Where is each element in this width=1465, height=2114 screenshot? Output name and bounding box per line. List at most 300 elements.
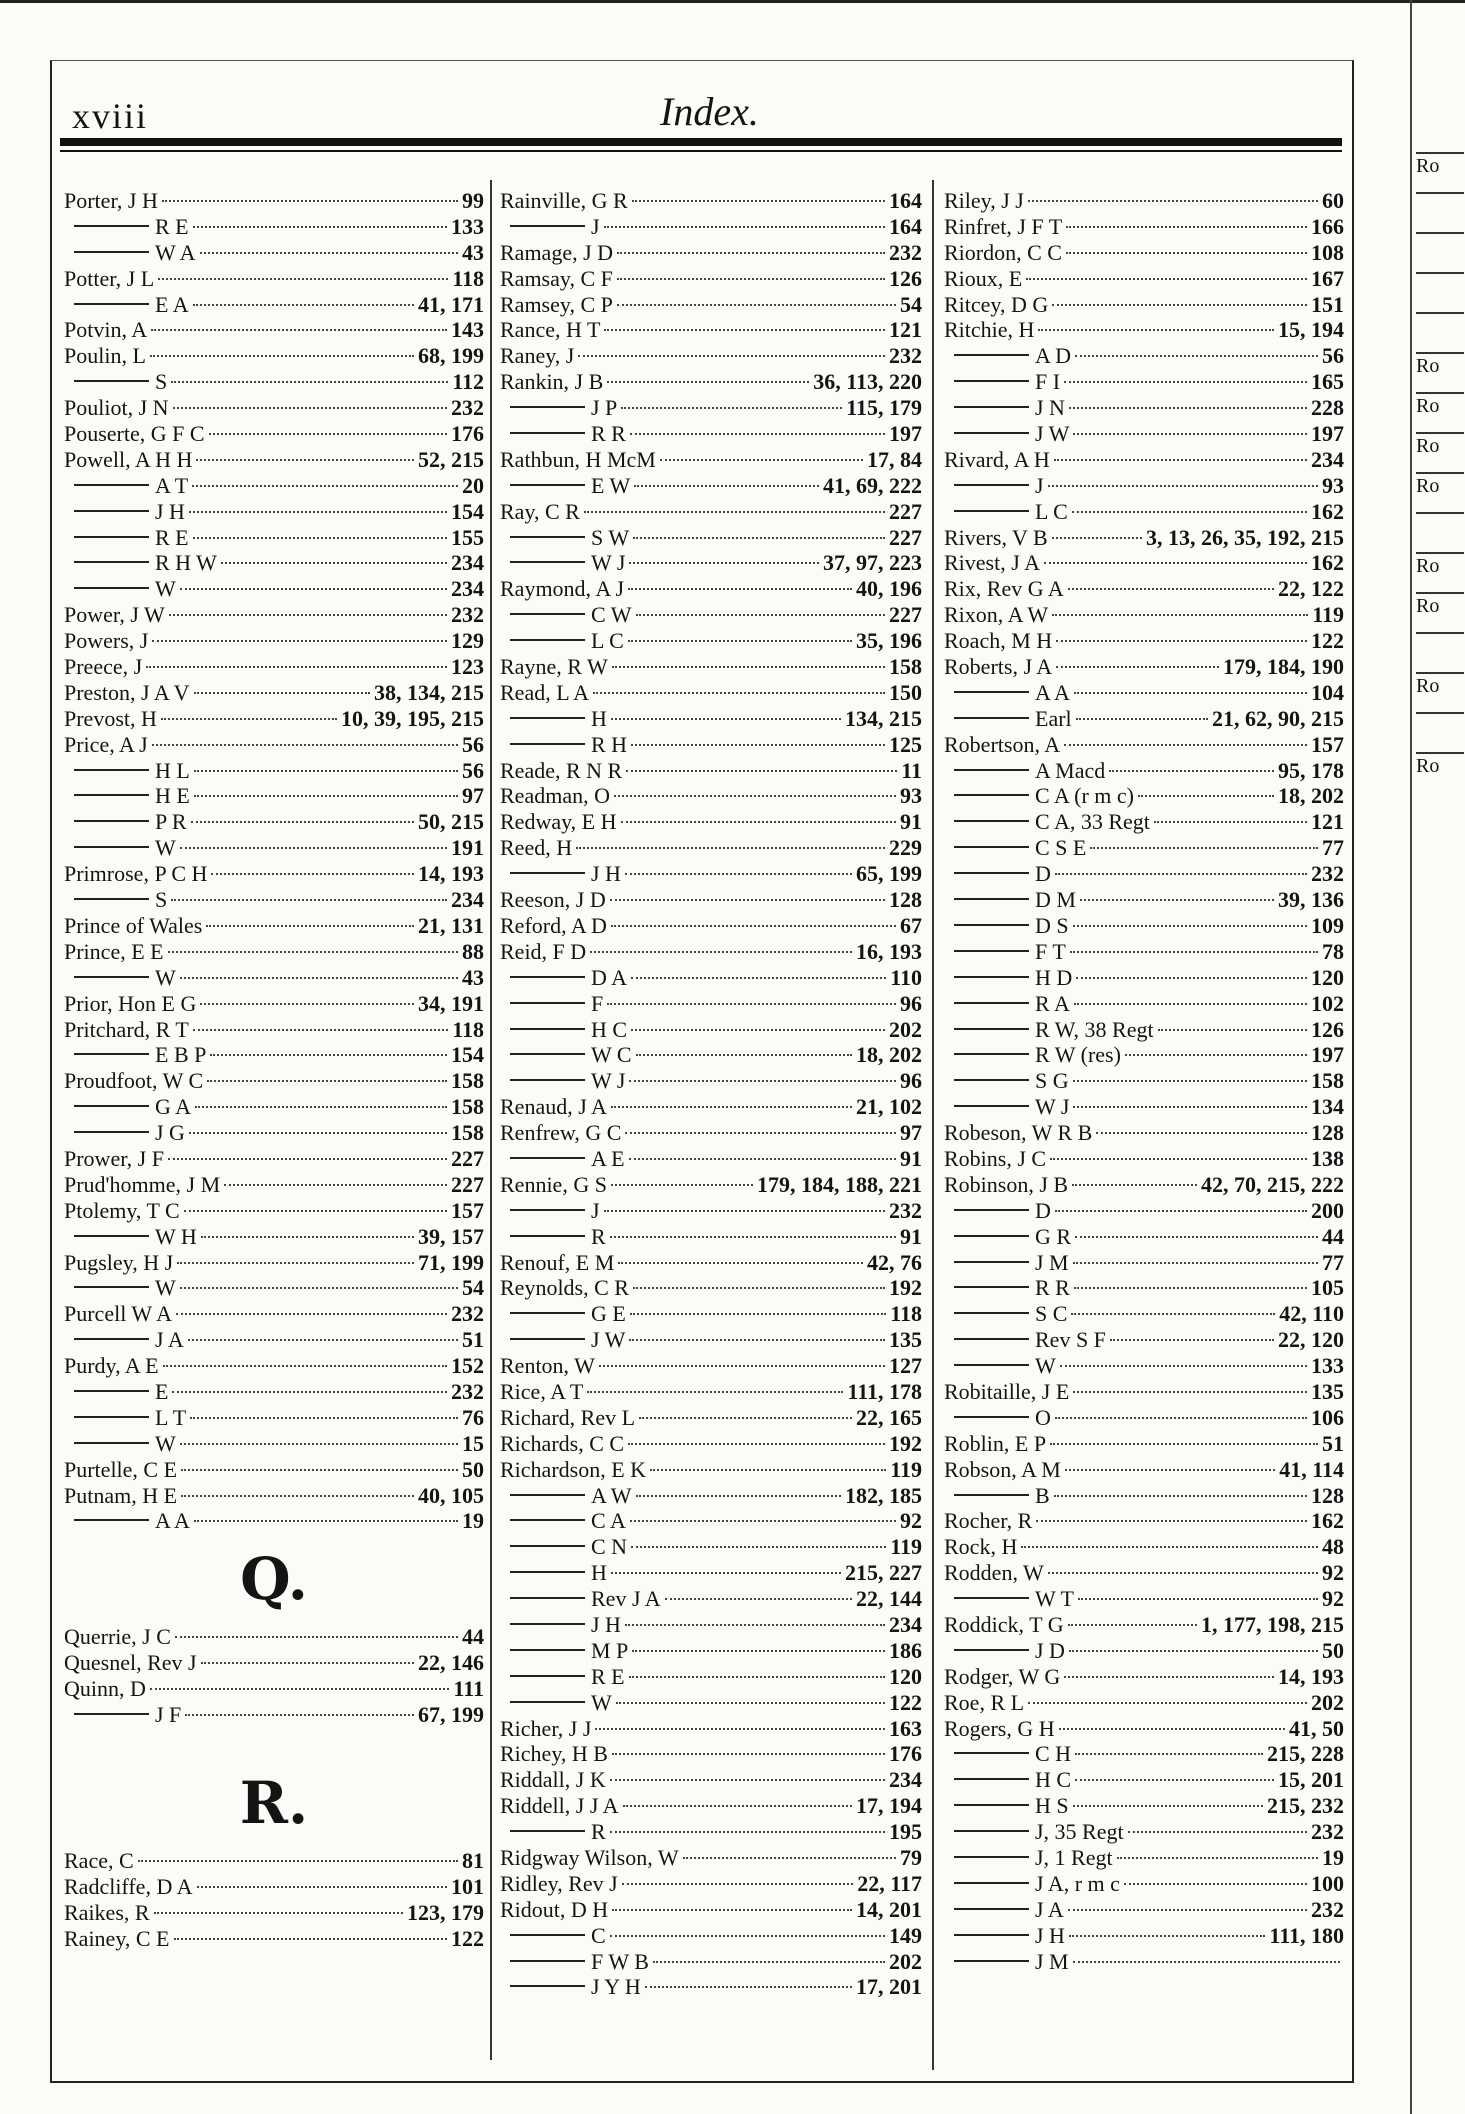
entry-name: Potvin, A [64, 317, 148, 343]
index-entry [944, 783, 1344, 809]
ditto-dash [954, 1079, 1029, 1081]
ditto-dash [954, 924, 1029, 926]
index-entry [64, 809, 484, 835]
entry-pages: 128 [1311, 1120, 1344, 1146]
top-rule [0, 0, 1465, 3]
entry-name: J F [155, 1701, 182, 1727]
ditto-dash [954, 1494, 1029, 1496]
dot-leader [206, 925, 414, 927]
index-entry [500, 1275, 922, 1301]
entry-pages: 17, 84 [867, 446, 922, 472]
entry-name: Rankin, J B [500, 369, 604, 395]
entry-pages: 105 [1311, 1275, 1344, 1301]
dot-leader [207, 1080, 447, 1082]
index-entry [500, 1923, 922, 1949]
entry-pages: 93 [1322, 472, 1344, 498]
entry-name: Reid, F D [500, 938, 587, 964]
edge-fragment: Ro [1416, 432, 1464, 460]
index-entry [944, 1586, 1344, 1612]
index-entry [944, 861, 1344, 887]
entry-pages: 192 [889, 1430, 922, 1456]
entry-name: W [155, 1430, 176, 1456]
ditto-dash [510, 1830, 585, 1832]
dot-leader [1052, 537, 1142, 539]
entry-pages: 232 [1311, 861, 1344, 887]
entry-name: Rice, A T [500, 1378, 584, 1404]
index-entry [64, 499, 484, 525]
entry-name: W [155, 835, 176, 861]
dot-leader [168, 951, 458, 953]
entry-name: Ramsay, C F [500, 265, 613, 291]
entry-pages: 14, 201 [856, 1896, 922, 1922]
index-entry [64, 395, 484, 421]
entries-p [64, 188, 484, 1534]
ditto-dash [74, 769, 149, 771]
entry-name: Prower, J F [64, 1145, 164, 1171]
index-entry [944, 188, 1344, 214]
dot-leader [150, 355, 414, 357]
entry-name: J, 1 Regt [1035, 1845, 1113, 1870]
entry-name: D A [591, 964, 628, 990]
index-entry [64, 758, 484, 784]
entry-name: Race, C [64, 1847, 134, 1873]
entry-pages: 227 [889, 524, 922, 550]
index-entry [500, 317, 922, 343]
ditto-dash [510, 484, 585, 486]
index-entry [944, 1457, 1344, 1483]
entry-pages: 67, 199 [418, 1701, 484, 1727]
ditto-dash [954, 1960, 1029, 1962]
entry-name: A D [1035, 343, 1072, 369]
ditto-dash [510, 1623, 585, 1625]
entry-pages: 22, 146 [418, 1650, 484, 1676]
index-entry [64, 343, 484, 369]
ditto-dash [954, 1028, 1029, 1030]
dot-leader [1056, 640, 1307, 642]
dot-leader [1078, 1598, 1318, 1600]
dot-leader [604, 1210, 885, 1212]
dot-leader [1055, 873, 1307, 875]
entry-pages: 43 [462, 964, 484, 990]
index-entry [944, 1146, 1344, 1172]
entry-name: F I [1035, 369, 1061, 395]
dot-leader [629, 1339, 885, 1341]
dot-leader [1073, 1805, 1263, 1807]
entry-name: Richer, J J [500, 1715, 592, 1741]
index-entry [500, 576, 922, 602]
ditto-dash [954, 1752, 1029, 1754]
entry-pages: 41, 171 [418, 291, 484, 317]
entry-pages: 234 [889, 1767, 922, 1793]
entry-pages: 92 [900, 1508, 922, 1534]
ditto-dash [74, 484, 149, 486]
dot-leader [593, 692, 885, 694]
dot-leader [1117, 1857, 1318, 1859]
entry-name: Prince of Wales [64, 912, 203, 938]
entry-name: J H [155, 498, 185, 524]
entry-pages: 104 [1311, 679, 1344, 705]
entry-pages: 97 [900, 1120, 922, 1146]
entry-name: Preece, J [64, 654, 143, 680]
edge-fragment: Ro [1416, 752, 1464, 780]
entry-name: Roddick, T G [944, 1611, 1064, 1637]
dot-leader [595, 1728, 885, 1730]
entry-name: J P [591, 395, 618, 421]
dot-leader [181, 1469, 458, 1471]
ditto-dash [954, 1908, 1029, 1910]
dot-leader [584, 511, 885, 513]
dot-leader [193, 1029, 448, 1031]
dot-leader [1065, 1469, 1275, 1471]
dot-leader [617, 252, 885, 254]
dot-leader [191, 821, 414, 823]
entry-name: G A [155, 1094, 192, 1120]
entry-name: J [1035, 472, 1044, 498]
dot-leader [611, 718, 841, 720]
dot-leader [1073, 1391, 1307, 1393]
dot-leader [1076, 718, 1208, 720]
dot-leader [193, 537, 447, 539]
entry-pages: 158 [451, 1068, 484, 1094]
entry-pages: 56 [462, 731, 484, 757]
index-entry [944, 1741, 1344, 1767]
dot-leader [221, 562, 447, 564]
entry-name: H L [155, 757, 190, 783]
entries-r-continued-2 [944, 188, 1344, 1974]
dot-leader [639, 1417, 852, 1419]
entries-r [64, 1848, 484, 1952]
index-entry [500, 1431, 922, 1457]
dot-leader [1158, 1029, 1307, 1031]
dot-leader [197, 1886, 447, 1888]
index-entry [64, 1650, 484, 1676]
index-entry [500, 1017, 922, 1043]
index-entry [500, 1819, 922, 1845]
entry-pages: 110 [890, 964, 922, 990]
dot-leader [590, 951, 852, 953]
ditto-dash [510, 1934, 585, 1936]
dot-leader [209, 433, 447, 435]
index-entry [500, 1379, 922, 1405]
entry-pages: 229 [889, 835, 922, 861]
dot-leader [629, 562, 819, 564]
entry-pages: 149 [889, 1922, 922, 1948]
index-entry [500, 395, 922, 421]
entry-name: W T [1035, 1586, 1074, 1612]
entry-pages: 106 [1311, 1404, 1344, 1430]
entry-pages: 21, 102 [856, 1094, 922, 1120]
entry-name: W C [591, 1042, 632, 1068]
entry-pages: 56 [462, 757, 484, 783]
entry-pages: 40, 105 [418, 1482, 484, 1508]
entry-name: J [591, 1197, 600, 1223]
entry-pages: 154 [451, 1042, 484, 1068]
dot-leader [650, 1469, 886, 1471]
entry-pages: 50 [462, 1456, 484, 1482]
entry-pages: 16, 193 [856, 938, 922, 964]
entry-pages: 134, 215 [845, 705, 922, 731]
entry-pages: 42, 70, 215, 222 [1201, 1171, 1344, 1197]
entry-pages: 17, 201 [856, 1974, 922, 2000]
entry-name: Rayne, R W [500, 654, 608, 680]
index-entry [500, 1172, 922, 1198]
dot-leader [630, 1313, 886, 1315]
ditto-dash [954, 406, 1029, 408]
entry-name: Rev S F [1035, 1327, 1106, 1353]
index-entry [944, 473, 1344, 499]
index-entry [64, 1275, 484, 1301]
index-entry [944, 1094, 1344, 1120]
entry-pages: 191 [451, 835, 484, 861]
edge-fragment: Ro [1416, 392, 1464, 420]
index-entry [944, 266, 1344, 292]
index-entry [64, 1483, 484, 1509]
dot-leader [636, 614, 885, 616]
ditto-dash [510, 1157, 585, 1159]
entry-name: W [155, 1275, 176, 1301]
entry-pages: 150 [889, 679, 922, 705]
entry-pages: 163 [889, 1715, 922, 1741]
entry-name: A E [591, 1145, 625, 1171]
entry-pages: 186 [889, 1637, 922, 1663]
ditto-dash [510, 561, 585, 563]
entry-pages: 15, 201 [1278, 1767, 1344, 1793]
entry-name: E A [155, 291, 189, 317]
dot-leader [612, 1753, 885, 1755]
ditto-dash [954, 1934, 1029, 1936]
index-entry [944, 576, 1344, 602]
index-entry [500, 188, 922, 214]
entry-name: L C [591, 628, 624, 654]
dot-leader [1073, 1106, 1307, 1108]
edge-fragment: Ro [1416, 472, 1464, 500]
index-entry [500, 1327, 922, 1353]
entry-name: Rock, H [944, 1534, 1018, 1560]
index-entry [944, 1120, 1344, 1146]
entry-name: H C [1035, 1767, 1072, 1793]
index-entry [944, 939, 1344, 965]
ditto-dash [74, 976, 149, 978]
dot-leader [151, 329, 447, 331]
index-entry [64, 369, 484, 395]
entry-name: Price, A J [64, 731, 148, 757]
edge-fragment: Ro [1416, 672, 1464, 700]
ditto-dash [954, 1286, 1029, 1288]
dot-leader [1060, 1365, 1307, 1367]
entry-pages: 126 [1311, 1016, 1344, 1042]
index-entry [944, 809, 1344, 835]
index-entry [944, 758, 1344, 784]
entry-name: H D [1035, 964, 1073, 990]
entry-pages: 234 [451, 887, 484, 913]
dot-leader [604, 226, 885, 228]
index-entry [944, 369, 1344, 395]
entry-pages: 99 [462, 188, 484, 213]
dot-leader [180, 977, 458, 979]
edge-fragment: Ro [1416, 352, 1464, 380]
entry-name: Poulin, L [64, 343, 146, 369]
ditto-dash [510, 1235, 585, 1237]
dot-leader [194, 795, 458, 797]
dot-leader [622, 1883, 853, 1885]
index-entry [64, 1250, 484, 1276]
dot-leader [193, 304, 414, 306]
ditto-dash [74, 1416, 149, 1418]
index-entry [500, 913, 922, 939]
entry-pages: 91 [900, 1145, 922, 1171]
index-entry [500, 1690, 922, 1716]
entry-name: S [155, 369, 168, 395]
entry-name: P R [155, 809, 187, 835]
index-entry [64, 1172, 484, 1198]
dot-leader [169, 614, 447, 616]
entry-pages: 165 [1311, 369, 1344, 395]
index-entry [64, 835, 484, 861]
dot-leader [1050, 1158, 1307, 1160]
entry-pages: 21, 131 [418, 912, 484, 938]
ditto-dash [74, 251, 149, 253]
entry-name: D S [1035, 912, 1069, 938]
entry-name: Riddell, J J A [500, 1793, 619, 1819]
entry-pages: 232 [889, 1197, 922, 1223]
dot-leader [630, 433, 885, 435]
entry-pages: 179, 184, 188, 221 [757, 1171, 922, 1197]
entry-name: R E [155, 213, 189, 239]
entry-name: Earl [1035, 705, 1072, 731]
index-entry [500, 1042, 922, 1068]
index-entry [500, 706, 922, 732]
ditto-dash [74, 380, 149, 382]
index-entry [500, 499, 922, 525]
ditto-dash [954, 1338, 1029, 1340]
entry-pages: 232 [451, 1301, 484, 1327]
index-entry [64, 1874, 484, 1900]
entry-name: R H [591, 731, 628, 757]
entry-pages: 133 [1311, 1353, 1344, 1379]
index-entry [64, 965, 484, 991]
entry-name: R [591, 1819, 606, 1845]
index-entry [500, 1353, 922, 1379]
entry-pages: 234 [1311, 446, 1344, 472]
index-entry [500, 1250, 922, 1276]
entry-name: Prince, E E [64, 938, 164, 964]
entry-pages: 164 [889, 213, 922, 239]
entry-pages: 81 [462, 1847, 484, 1873]
index-entry [64, 292, 484, 318]
entry-name: W [155, 964, 176, 990]
entry-pages: 118 [890, 1301, 922, 1327]
dot-leader [629, 1080, 896, 1082]
entry-name: Riddall, J K [500, 1767, 606, 1793]
ditto-dash [954, 432, 1029, 434]
entry-pages: 122 [889, 1689, 922, 1715]
entry-name: C H [1035, 1741, 1072, 1767]
dot-leader [614, 795, 896, 797]
dot-leader [180, 1287, 458, 1289]
edge-fragment [1416, 192, 1464, 220]
dot-leader [660, 459, 863, 461]
entry-pages: 157 [1311, 731, 1344, 757]
column-divider-1 [490, 180, 492, 2060]
index-entry [500, 1638, 922, 1664]
index-entry [944, 1508, 1344, 1534]
entry-pages: 34, 191 [418, 990, 484, 1016]
dot-leader [587, 1391, 843, 1393]
ditto-dash [954, 380, 1029, 382]
entry-name: R R [1035, 1275, 1070, 1301]
dot-leader [1090, 847, 1318, 849]
entry-name: R H W [155, 550, 217, 576]
dot-leader [1069, 407, 1307, 409]
entry-pages: 102 [1311, 990, 1344, 1016]
entry-name: Powell, A H H [64, 446, 193, 472]
ditto-dash [954, 950, 1029, 952]
ditto-dash [510, 1960, 585, 1962]
dot-leader [1125, 1054, 1307, 1056]
entry-pages: 197 [1311, 421, 1344, 447]
ditto-dash [510, 1209, 585, 1211]
dot-leader [194, 770, 458, 772]
entry-pages: 125 [889, 731, 922, 757]
ditto-dash [510, 1701, 585, 1703]
dot-leader [180, 588, 447, 590]
index-entry [500, 1793, 922, 1819]
entry-pages: 1, 177, 198, 215 [1201, 1611, 1344, 1637]
dot-leader [1026, 278, 1307, 280]
entry-name: H E [155, 783, 190, 809]
ditto-dash [954, 1235, 1029, 1237]
entry-name: J N [1035, 395, 1065, 421]
index-entry [500, 1301, 922, 1327]
ditto-dash [74, 794, 149, 796]
entry-name: Ptolemy, T C [64, 1197, 180, 1223]
dot-leader [611, 1106, 852, 1108]
entry-pages: 121 [1311, 809, 1344, 835]
dot-leader [1073, 1262, 1318, 1264]
dot-leader [188, 1339, 458, 1341]
dot-leader [610, 1935, 885, 1937]
dot-leader [200, 1003, 414, 1005]
dot-leader [618, 1262, 863, 1264]
entry-pages: 71, 199 [418, 1249, 484, 1275]
index-entry [944, 525, 1344, 551]
entry-pages: 167 [1311, 265, 1344, 291]
dot-leader [1059, 1728, 1285, 1730]
entry-name: Raymond, A J [500, 576, 625, 602]
entry-pages: 228 [1311, 395, 1344, 421]
entry-pages: 48 [1322, 1534, 1344, 1560]
entry-pages: 42, 110 [1279, 1301, 1344, 1327]
edge-fragment [1416, 512, 1464, 540]
entry-pages: 41, 50 [1289, 1715, 1344, 1741]
entry-name: S G [1035, 1068, 1069, 1094]
entry-pages: 41, 114 [1279, 1456, 1344, 1482]
entry-pages: 128 [1311, 1482, 1344, 1508]
entry-pages: 162 [1311, 550, 1344, 576]
index-entry [64, 913, 484, 939]
index-entry [64, 1301, 484, 1327]
entry-pages: 60 [1322, 188, 1344, 213]
index-entry [64, 1198, 484, 1224]
entry-pages: 41, 69, 222 [823, 472, 922, 498]
entry-pages: 38, 134, 215 [374, 679, 484, 705]
index-entry [64, 550, 484, 576]
ditto-dash [510, 406, 585, 408]
dot-leader [1074, 1287, 1307, 1289]
entry-pages: 15 [462, 1430, 484, 1456]
entry-pages: 40, 196 [856, 576, 922, 602]
index-entry [64, 188, 484, 214]
